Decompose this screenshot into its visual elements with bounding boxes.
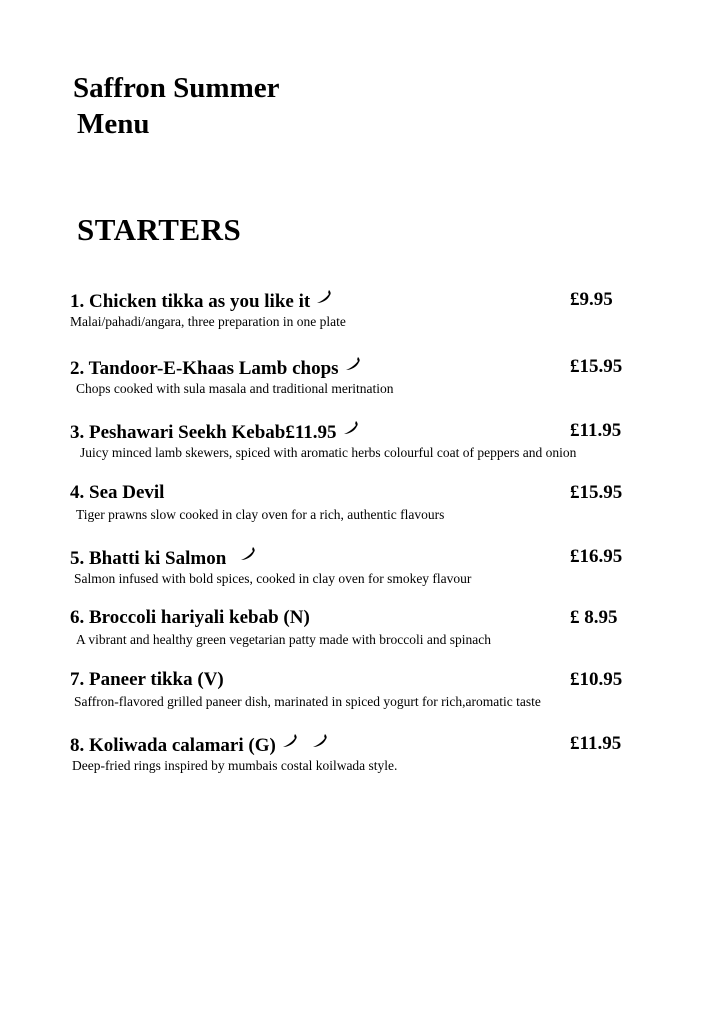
menu-item-description: A vibrant and healthy green vegetarian patty made with broccoli and spinach xyxy=(76,632,491,647)
menu-item-description: Juicy minced lamb skewers, spiced with aromatic herbs colourful coat of peppers and onion xyxy=(80,445,577,460)
menu-item xyxy=(70,420,630,461)
menu-item-name: 5. Bhatti ki Salmon xyxy=(70,546,256,570)
chilli-icon xyxy=(343,420,359,436)
menu-item-description: Chops cooked with sula masala and traditional meritnation xyxy=(76,381,394,396)
chilli-icon xyxy=(282,733,298,749)
menu-item-description: Deep-fried rings inspired by mumbais costal koilwada style. xyxy=(72,758,398,773)
menu-item-name: 8. Koliwada calamari (G) xyxy=(70,733,328,757)
menu-title xyxy=(73,70,279,142)
menu-item xyxy=(70,482,630,523)
menu-item xyxy=(70,289,630,330)
menu-item-name: 7. Paneer tikka (V) xyxy=(70,669,224,690)
menu-title-line2: Menu xyxy=(77,108,150,140)
menu-item-name: 3. Peshawari Seekh Kebab£11.95 xyxy=(70,420,359,444)
menu-item xyxy=(70,669,630,710)
chilli-icon xyxy=(316,289,332,305)
menu-item xyxy=(70,733,630,774)
chilli-icon xyxy=(345,356,361,372)
menu-item-price: £10.95 xyxy=(570,669,623,690)
menu-item-name: 1. Chicken tikka as you like it xyxy=(70,289,332,313)
menu-item-name: 6. Broccoli hariyali kebab (N) xyxy=(70,607,310,628)
menu-item-price: £11.95 xyxy=(570,733,622,754)
menu-item-name: 2. Tandoor-E-Khaas Lamb chops xyxy=(70,356,361,380)
menu-item-description: Salmon infused with bold spices, cooked in clay oven for smokey flavour xyxy=(74,571,472,586)
menu-title-line1: Saffron Summer xyxy=(73,72,280,104)
menu-item xyxy=(70,546,630,587)
menu-item xyxy=(70,356,630,397)
menu-item-price: £9.95 xyxy=(570,289,613,310)
menu-item xyxy=(70,607,630,648)
chilli-icon xyxy=(240,546,256,562)
section-heading-starters: STARTERS xyxy=(77,212,242,247)
menu-item-description: Tiger prawns slow cooked in clay oven for a rich, authentic flavours xyxy=(76,507,445,522)
menu-item-price: £ 8.95 xyxy=(570,607,618,628)
chilli-icon xyxy=(312,733,328,749)
menu-item-price: £15.95 xyxy=(570,356,623,377)
menu-item-price: £11.95 xyxy=(570,420,622,441)
menu-item-name: 4. Sea Devil xyxy=(70,482,165,503)
menu-item-price: £16.95 xyxy=(570,546,623,567)
menu-item-price: £15.95 xyxy=(570,482,623,503)
menu-item-description: Malai/pahadi/angara, three preparation in one plate xyxy=(70,314,346,329)
menu-item-description: Saffron-flavored grilled paneer dish, marinated in spiced yogurt for rich,aromatic taste xyxy=(74,694,541,709)
